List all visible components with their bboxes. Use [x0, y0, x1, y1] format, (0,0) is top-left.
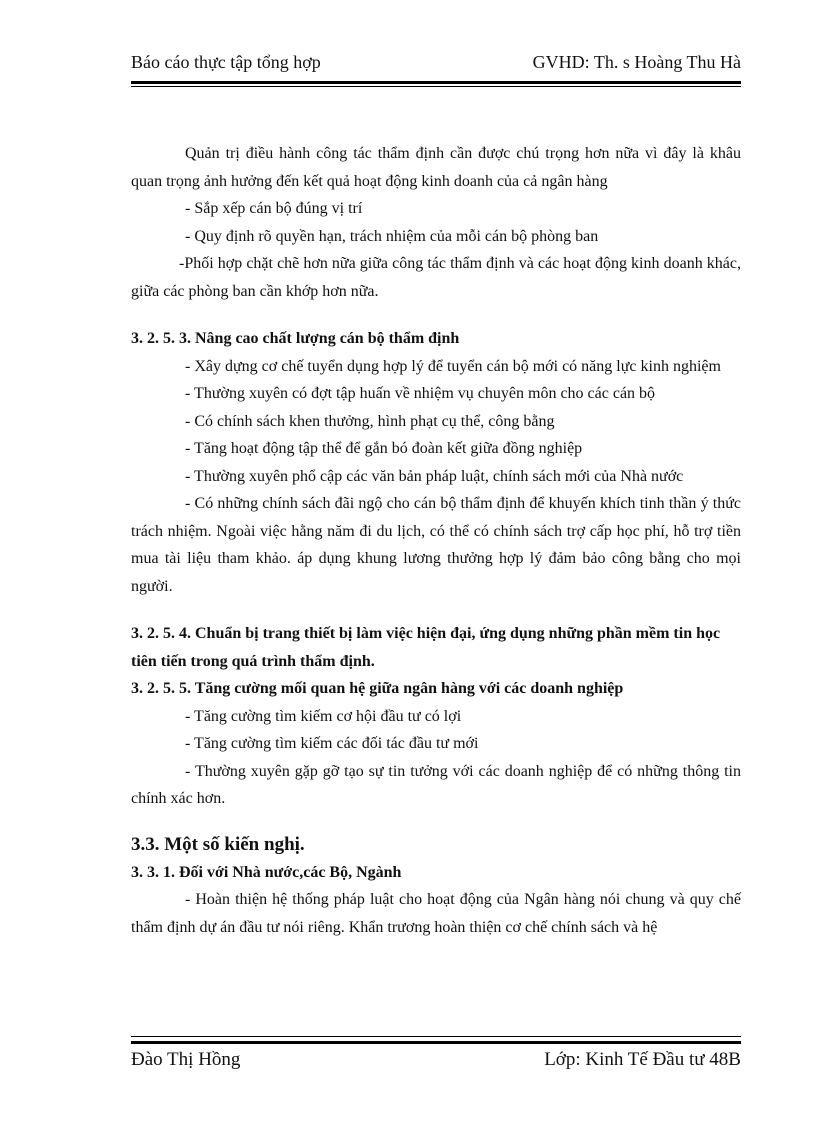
section-heading: 3. 3. 1. Đối với Nhà nước,các Bộ, Ngành: [131, 863, 402, 881]
list-item: - Có chính sách khen thưởng, hình phạt cụ thể, công bằng: [185, 412, 555, 430]
footer-class: Lớp: Kinh Tế Đầu tư 48B: [544, 1049, 741, 1070]
spacer: [131, 305, 741, 325]
list-item: -Phối hợp chặt chẽ hơn nữa giữa công tác thẩm định và các hoạt động kinh doanh khác, giữa các phòng ban cần khớp hơn nữa.: [131, 255, 741, 300]
list-item: - Tăng cường tìm kiếm các đối tác đầu tư mới: [185, 735, 479, 752]
list-item: - Thường xuyên có đợt tập huấn về nhiệm vụ chuyên môn cho các cán bộ: [185, 385, 656, 402]
page-footer: [131, 1049, 741, 1075]
header-supervisor: GVHD: Th. s Hoàng Thu Hà: [532, 52, 741, 72]
chapter-heading: 3.3. Một số kiến nghị.: [131, 833, 305, 855]
list-item: - Xây dựng cơ chế tuyển dụng hợp lý để tuyển cán bộ mới có năng lực kinh nghiệm: [185, 357, 721, 375]
page-header: [131, 52, 741, 78]
section-heading: 3. 2. 5. 3. Nâng cao chất lượng cán bộ thẩm định: [131, 330, 460, 347]
spacer: [131, 600, 741, 620]
list-item: - Sắp xếp cán bộ đúng vị trí: [185, 200, 363, 217]
footer-rule: [131, 1041, 741, 1044]
header-rule: [131, 81, 741, 84]
list-item: - Có những chính sách đãi ngộ cho cán bộ thẩm định để khuyến khích tinh thần ý thức trách nhiệm. Ngoài việc hằng năm đi du lịch, có thể có chính sách trợ cấp học phí, hỗ trợ tiền mua tài liệu tham khảo. áp dụng khung lương thưởng hợp lý đảm bảo công bằng cho mọi người.: [131, 495, 741, 595]
paragraph: Quản trị điều hành công tác thẩm định cần được chú trọng hơn nữa vì đây là khâu quan trọng ảnh hưởng đến kết quả hoạt động kinh doanh của cả ngân hàng: [131, 145, 741, 190]
footer-rule-thin: [131, 1036, 741, 1037]
footer-author: Đào Thị Hồng: [131, 1049, 241, 1070]
paragraph: - Hoàn thiện hệ thống pháp luật cho hoạt động của Ngân hàng nói chung và quy chế thẩm định dự án đầu tư nói riêng. Khẩn trương hoàn thiện cơ chế chính sách và hệ: [131, 891, 741, 936]
section-heading: 3. 2. 5. 4. Chuẩn bị trang thiết bị làm việc hiện đại, ứng dụng những phần mềm tin học tiên tiến trong quá trình thẩm định.: [131, 625, 721, 670]
list-item: - Tăng hoạt động tập thể để gắn bó đoàn kết giữa đồng nghiệp: [185, 440, 583, 457]
header-rule-thin: [131, 86, 741, 87]
section-heading: 3. 2. 5. 5. Tăng cường mối quan hệ giữa ngân hàng với các doanh nghiệp: [131, 680, 624, 697]
list-item: - Quy định rõ quyền hạn, trách nhiệm của mỗi cán bộ phòng ban: [185, 227, 599, 245]
header-report-title: Báo cáo thực tập tổng hợp: [131, 52, 321, 72]
page-body: [131, 140, 741, 941]
spacer: [131, 813, 741, 831]
list-item: - Thường xuyên gặp gỡ tạo sự tin tưởng với các doanh nghiệp để có những thông tin chính xác hơn.: [131, 762, 741, 807]
list-item: - Tăng cường tìm kiếm cơ hội đầu tư có lợi: [185, 707, 462, 725]
list-item: - Thường xuyên phổ cập các văn bản pháp luật, chính sách mới của Nhà nước: [185, 467, 684, 485]
